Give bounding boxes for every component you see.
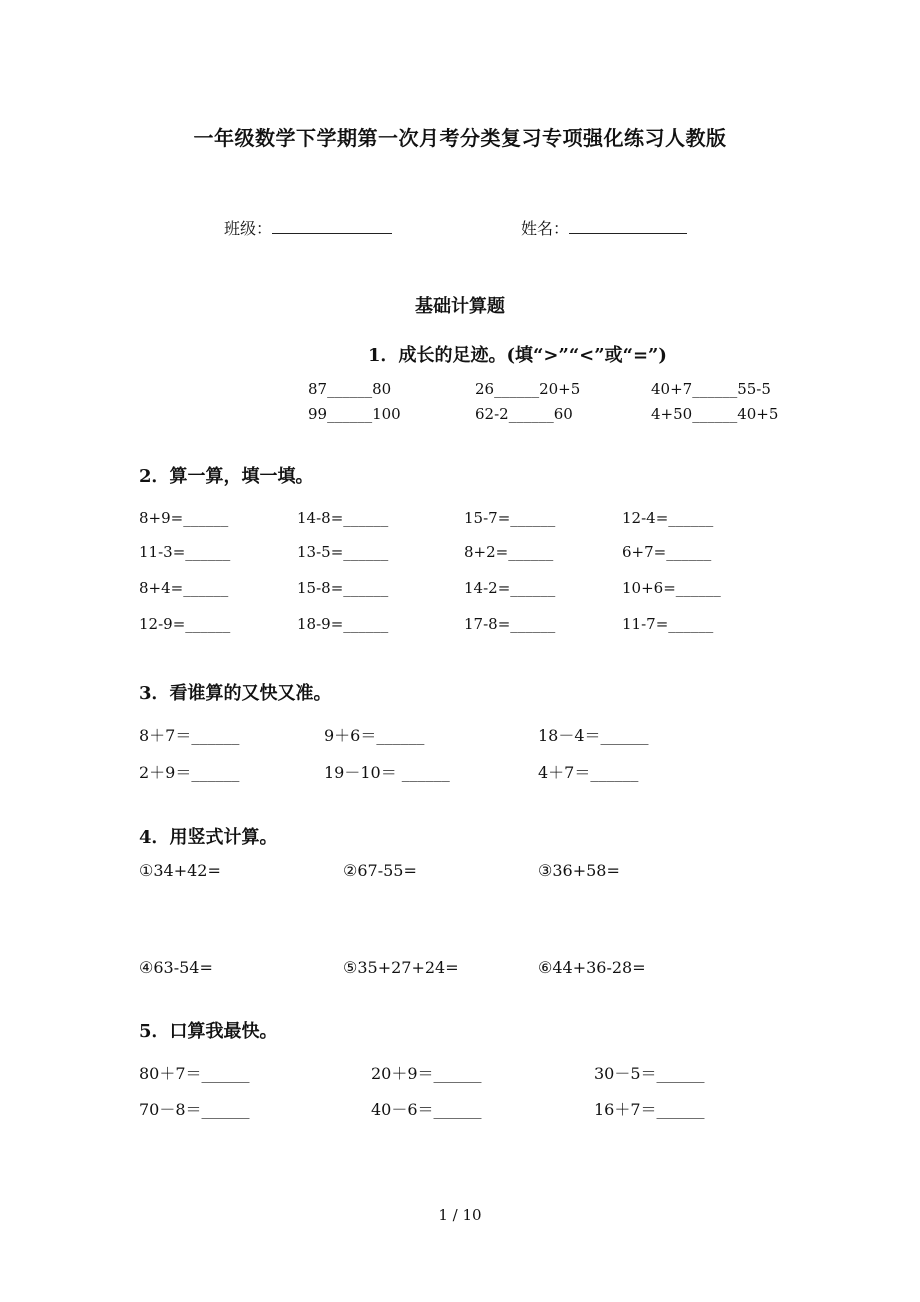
q2-item: 8+4=______ (139, 579, 229, 597)
q3-item: 18－4＝______ (538, 726, 649, 745)
q2-item: 13-5=______ (297, 543, 389, 561)
q5-heading: 5．口算我最快。 (139, 1021, 278, 1042)
name-input-line[interactable] (569, 219, 687, 234)
q2-item: 10+6=______ (622, 579, 721, 597)
q2-item: 15-8=______ (297, 579, 389, 597)
q2-item: 11-3=______ (139, 543, 231, 561)
q1-item: 62-2______60 (475, 405, 573, 423)
q4-heading: 4．用竖式计算。 (139, 827, 278, 848)
class-input-line[interactable] (272, 219, 392, 234)
class-field (224, 216, 392, 239)
q3-item: 8＋7＝______ (139, 726, 240, 745)
q2-item: 14-2=______ (464, 579, 556, 597)
q5-item: 80＋7＝______ (139, 1064, 250, 1083)
q5-item: 70－8＝______ (139, 1100, 250, 1119)
q2-item: 8+9=______ (139, 509, 229, 527)
section-title: 基础计算题 (415, 296, 505, 317)
q2-item: 6+7=______ (622, 543, 712, 561)
page-title: 一年级数学下学期第一次月考分类复习专项强化练习人教版 (193, 126, 727, 150)
name-field (521, 216, 687, 239)
q3-item: 2＋9＝______ (139, 763, 240, 782)
q4-item: ①34+42= (139, 861, 221, 880)
q2-item: 12-9=______ (139, 615, 231, 633)
q2-item: 18-9=______ (297, 615, 389, 633)
q1-item: 87______80 (308, 380, 392, 398)
q4-item: ⑤35+27+24= (343, 958, 459, 977)
q2-item: 8+2=______ (464, 543, 554, 561)
q5-item: 30－5＝______ (594, 1064, 705, 1083)
q1-item: 40+7______55-5 (651, 380, 771, 398)
q4-item: ②67-55= (343, 861, 417, 880)
page-number: 1 / 10 (438, 1206, 482, 1224)
q1-item: 99______100 (308, 405, 401, 423)
q4-item: ⑥44+36-28= (538, 958, 646, 977)
class-label: 班级： (224, 219, 273, 238)
q2-heading: 2．算一算，填一填。 (139, 466, 314, 487)
q3-item: 19－10＝ ______ (324, 763, 450, 782)
q2-item: 11-7=______ (622, 615, 714, 633)
q2-item: 15-7=______ (464, 509, 556, 527)
q2-item: 14-8=______ (297, 509, 389, 527)
q4-item: ③36+58= (538, 861, 620, 880)
q2-item: 12-4=______ (622, 509, 714, 527)
q1-item: 4+50______40+5 (651, 405, 779, 423)
q3-heading: 3．看谁算的又快又准。 (139, 683, 332, 704)
q5-item: 40－6＝______ (371, 1100, 482, 1119)
q4-item: ④63-54= (139, 958, 213, 977)
q1-item: 26______20+5 (475, 380, 581, 398)
q2-item: 17-8=______ (464, 615, 556, 633)
q5-item: 20＋9＝______ (371, 1064, 482, 1083)
q3-item: 9＋6＝______ (324, 726, 425, 745)
q1-heading: 1．成长的足迹。(填“>”“<”或“=”) (368, 345, 667, 366)
q3-item: 4＋7＝______ (538, 763, 639, 782)
name-label: 姓名： (521, 219, 570, 238)
q5-item: 16＋7＝______ (594, 1100, 705, 1119)
